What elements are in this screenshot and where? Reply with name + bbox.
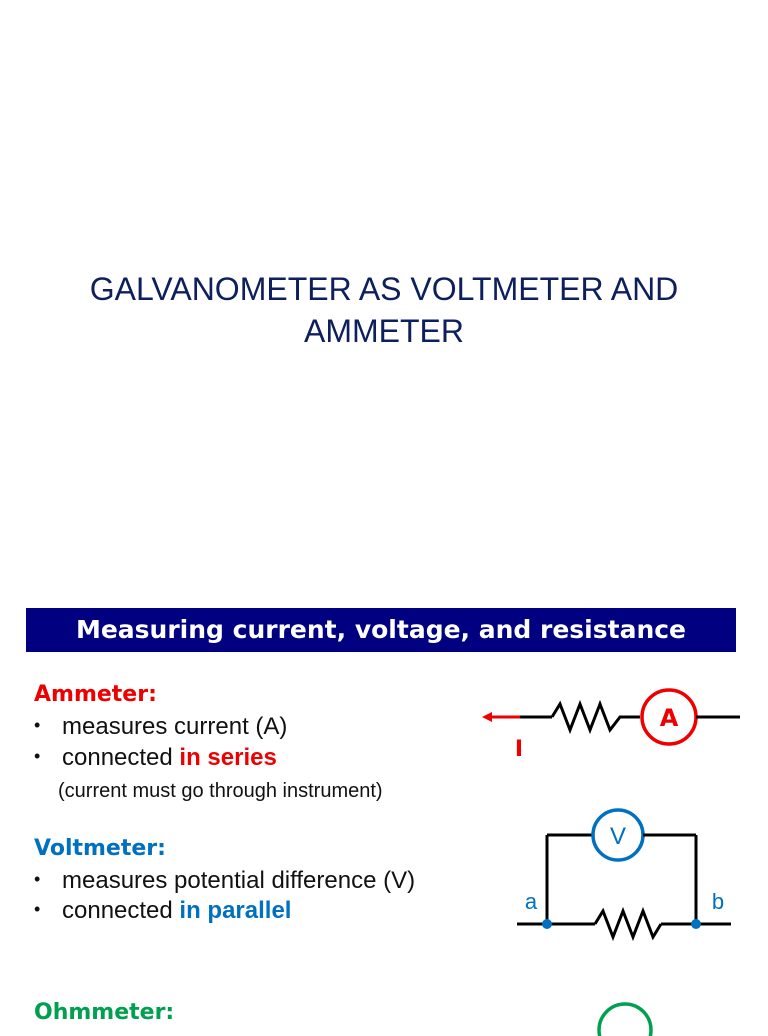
node-a-dot xyxy=(542,919,552,929)
voltmeter-circuit-diagram xyxy=(515,805,735,945)
current-arrow-head xyxy=(482,712,492,722)
ammeter-bullet-2-emph: in series xyxy=(179,744,277,771)
voltmeter-heading: Voltmeter: xyxy=(34,836,166,861)
current-label: I xyxy=(514,737,524,762)
ammeter-bullet-2 xyxy=(34,744,277,772)
resistor xyxy=(595,911,661,937)
bullet-dot: • xyxy=(34,746,41,766)
node-a-label: a xyxy=(524,889,538,914)
ammeter-symbol-label: A xyxy=(659,704,679,732)
section-banner: Measuring current, voltage, and resistance xyxy=(26,608,736,652)
ammeter-heading: Ammeter: xyxy=(34,682,157,707)
bullet-dot: • xyxy=(34,715,41,735)
resistor xyxy=(552,704,640,730)
ammeter-bullet-2-text: connected xyxy=(62,744,180,771)
node-b-label: b xyxy=(711,889,725,914)
ohmmeter-symbol-partial xyxy=(595,996,665,1036)
ammeter-bullet-1 xyxy=(34,713,287,741)
bullet-dot: • xyxy=(34,869,41,889)
voltmeter-bullet-2-emph: in parallel xyxy=(179,897,292,924)
slide-title: GALVANOMETER AS VOLTMETER AND AMMETER xyxy=(89,271,679,349)
ammeter-circuit-diagram xyxy=(480,690,745,765)
ohmmeter-heading: Ohmmeter: xyxy=(34,1000,175,1025)
voltmeter-bullet-2-text: connected xyxy=(62,897,180,924)
voltmeter-bullet-1-text: measures potential difference (V) xyxy=(62,867,416,894)
ohmmeter-symbol xyxy=(599,1004,651,1036)
ammeter-note: (current must go through instrument) xyxy=(58,780,383,802)
voltmeter-bullet-1 xyxy=(34,867,415,895)
ammeter-bullet-1-text: measures current (A) xyxy=(62,713,288,740)
bullet-dot: • xyxy=(34,899,41,919)
voltmeter-bullet-2 xyxy=(34,897,291,925)
voltmeter-symbol-label: V xyxy=(609,823,627,850)
node-b-dot xyxy=(691,919,701,929)
